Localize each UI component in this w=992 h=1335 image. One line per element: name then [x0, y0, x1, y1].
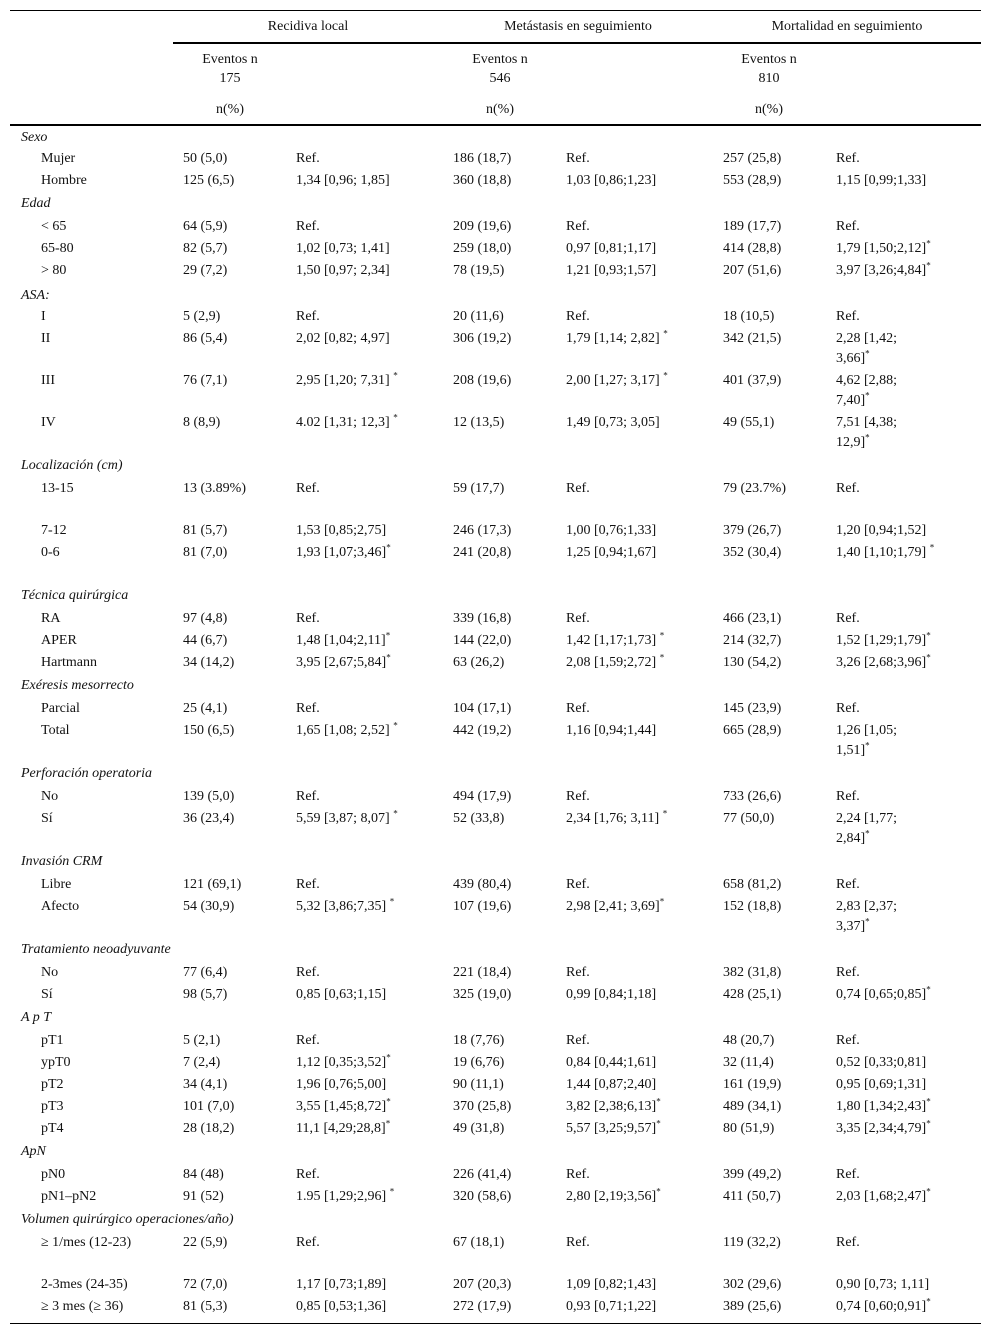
significance-mark: *	[926, 1186, 931, 1197]
cell-mortalidad-hr: 7,51 [4,38; 12,9]*	[836, 415, 898, 450]
cell-metastasis-n: 246 (17,3)	[453, 523, 512, 538]
cell-mortalidad-n: 77 (50,0)	[723, 811, 775, 826]
row-label: pN1–pN2	[41, 1189, 97, 1204]
row-label: > 80	[41, 263, 67, 278]
cell-recidiva-hr: Ref.	[296, 309, 320, 324]
cell-mortalidad-n: 214 (32,7)	[723, 633, 782, 648]
cell-recidiva-hr: Ref.	[296, 789, 320, 804]
cell-mortalidad-n: 302 (29,6)	[723, 1277, 782, 1292]
cell-mortalidad-hr: Ref.	[836, 219, 860, 234]
cell-mortalidad-hr: 1,52 [1,29;1,79]*	[836, 630, 931, 648]
cell-metastasis-n: 272 (17,9)	[453, 1299, 512, 1314]
row-label: Total	[41, 723, 70, 738]
cell-metastasis-n: 208 (19,6)	[453, 373, 512, 388]
cell-mortalidad-hr: 3,35 [2,34;4,79]*	[836, 1118, 931, 1136]
row-label: pT4	[41, 1121, 64, 1136]
row-label: 0-6	[41, 545, 60, 560]
significance-mark: *	[663, 328, 668, 339]
cell-metastasis-n: 370 (25,8)	[453, 1099, 512, 1114]
significance-mark: *	[865, 916, 870, 927]
cell-mortalidad-n: 399 (49,2)	[723, 1167, 782, 1182]
events-label-3: Eventos n	[741, 52, 797, 67]
row-label: RA	[41, 611, 61, 626]
row-label: Sí	[41, 811, 53, 826]
row-label: 2-3mes (24-35)	[41, 1277, 128, 1292]
cell-mortalidad-hr: 0,90 [0,73; 1,11]	[836, 1277, 930, 1292]
cell-mortalidad-n: 342 (21,5)	[723, 331, 782, 346]
cell-mortalidad-n: 414 (28,8)	[723, 241, 782, 256]
cell-metastasis-hr: 1,21 [0,93;1,57]	[566, 263, 657, 278]
cell-metastasis-hr: Ref.	[566, 611, 590, 626]
cell-metastasis-hr: 1,44 [0,87;2,40]	[566, 1077, 657, 1092]
cell-recidiva-n: 101 (7,0)	[183, 1099, 235, 1114]
row-label: pT3	[41, 1099, 64, 1114]
cell-metastasis-n: 186 (18,7)	[453, 151, 512, 166]
significance-mark: *	[659, 652, 665, 663]
significance-mark: *	[659, 630, 665, 641]
section-title: Exéresis mesorrecto	[21, 678, 134, 693]
cell-metastasis-hr: 2,80 [2,19;3,56]*	[566, 1186, 661, 1204]
cell-mortalidad-hr: Ref.	[836, 965, 860, 980]
row-label: 13-15	[41, 481, 74, 496]
cell-mortalidad-hr: Ref.	[836, 789, 860, 804]
section-title: Técnica quirúrgica	[21, 588, 129, 603]
significance-mark: *	[393, 370, 398, 381]
cell-recidiva-hr: 2,95 [1,20; 7,31] *	[296, 370, 398, 388]
section-title: Volumen quirúrgico operaciones/año)	[21, 1212, 234, 1227]
significance-mark: *	[926, 1118, 931, 1129]
cell-metastasis-n: 104 (17,1)	[453, 701, 512, 716]
cell-recidiva-n: 25 (4,1)	[183, 701, 228, 716]
cell-mortalidad-n: 401 (37,9)	[723, 373, 782, 388]
percent-label-1: n(%)	[216, 102, 244, 117]
cell-mortalidad-n: 130 (54,2)	[723, 655, 782, 670]
cell-recidiva-n: 97 (4,8)	[183, 611, 228, 626]
cell-recidiva-n: 29 (7,2)	[183, 263, 228, 278]
row-label: III	[41, 373, 55, 388]
cell-metastasis-hr: 0,97 [0,81;1,17]	[566, 241, 657, 256]
cell-recidiva-hr: 1,50 [0,97; 2,34]	[296, 263, 390, 278]
cell-recidiva-n: 82 (5,7)	[183, 241, 228, 256]
row-label: Hartmann	[41, 655, 97, 670]
significance-mark: *	[386, 1052, 391, 1063]
percent-label-3: n(%)	[755, 102, 783, 117]
cell-recidiva-hr: Ref.	[296, 219, 320, 234]
row-label: ≥ 1/mes (12-23)	[41, 1235, 132, 1250]
cell-metastasis-hr: 1,16 [0,94;1,44]	[566, 723, 657, 738]
significance-mark: *	[389, 1186, 395, 1197]
significance-mark: *	[386, 1096, 391, 1107]
cell-recidiva-n: 98 (5,7)	[183, 987, 228, 1002]
cell-metastasis-n: 20 (11,6)	[453, 309, 504, 324]
cell-mortalidad-hr: 1,79 [1,50;2,12]*	[836, 238, 931, 256]
cell-metastasis-hr: Ref.	[566, 219, 590, 234]
significance-mark: *	[656, 1186, 661, 1197]
cell-mortalidad-n: 49 (55,1)	[723, 415, 775, 430]
cell-recidiva-n: 121 (69,1)	[183, 877, 242, 892]
significance-mark: *	[386, 542, 391, 553]
cell-metastasis-hr: 2,00 [1,27; 3,17] *	[566, 370, 668, 388]
cell-recidiva-n: 22 (5,9)	[183, 1235, 228, 1250]
cell-metastasis-hr: Ref.	[566, 309, 590, 324]
cell-metastasis-n: 12 (13,5)	[453, 415, 505, 430]
cell-mortalidad-hr: 1,20 [0,94;1,52]	[836, 523, 927, 538]
cell-recidiva-hr: 1,34 [0,96; 1,85]	[296, 173, 390, 188]
section-title: A p T	[21, 1010, 52, 1025]
cell-recidiva-hr: Ref.	[296, 965, 320, 980]
cell-recidiva-n: 8 (8,9)	[183, 415, 221, 430]
cell-mortalidad-hr: 1,40 [1,10;1,79] *	[836, 542, 935, 560]
cell-recidiva-hr: 1,53 [0,85;2,75]	[296, 523, 387, 538]
cell-metastasis-n: 221 (18,4)	[453, 965, 512, 980]
row-label: 65-80	[41, 241, 74, 256]
cell-recidiva-hr: Ref.	[296, 701, 320, 716]
cell-mortalidad-n: 411 (50,7)	[723, 1189, 781, 1204]
section-title: ApN	[21, 1144, 46, 1159]
cell-mortalidad-hr: 2,24 [1,77; 2,84]*	[836, 811, 898, 846]
cell-recidiva-n: 150 (6,5)	[183, 723, 235, 738]
cell-metastasis-hr: 2,34 [1,76; 3,11] *	[566, 808, 668, 826]
cell-metastasis-n: 59 (17,7)	[453, 481, 505, 496]
cell-mortalidad-hr: Ref.	[836, 877, 860, 892]
cell-metastasis-n: 439 (80,4)	[453, 877, 512, 892]
significance-mark: *	[656, 1096, 661, 1107]
cell-metastasis-hr: 5,57 [3,25;9,57]*	[566, 1118, 661, 1136]
row-label: No	[41, 789, 59, 804]
cell-mortalidad-n: 658 (81,2)	[723, 877, 782, 892]
cell-recidiva-hr: 1.95 [1,29;2,96] *	[296, 1186, 395, 1204]
cell-mortalidad-n: 79 (23.7%)	[723, 481, 786, 496]
significance-mark: *	[659, 896, 665, 907]
cell-recidiva-hr: 0,85 [0,63;1,15]	[296, 987, 387, 1002]
section-title: Localización (cm)	[21, 458, 123, 473]
cell-recidiva-hr: 0,85 [0,53;1,36]	[296, 1299, 387, 1314]
events-label-2: Eventos n	[472, 52, 528, 67]
cell-mortalidad-hr: Ref.	[836, 1235, 860, 1250]
cell-mortalidad-n: 80 (51,9)	[723, 1121, 775, 1136]
row-label: ≥ 3 mes (≥ 36)	[41, 1299, 124, 1314]
significance-mark: *	[926, 652, 931, 663]
section-title: Edad	[21, 196, 51, 211]
cell-metastasis-n: 52 (33,8)	[453, 811, 505, 826]
cell-mortalidad-hr: 0,52 [0,33;0,81]	[836, 1055, 927, 1070]
cell-metastasis-n: 144 (22,0)	[453, 633, 512, 648]
significance-mark: *	[663, 370, 668, 381]
section-title: ASA:	[21, 288, 50, 303]
row-label: < 65	[41, 219, 67, 234]
cell-mortalidad-n: 489 (34,1)	[723, 1099, 782, 1114]
cell-mortalidad-n: 382 (31,8)	[723, 965, 782, 980]
group-header-rule	[173, 42, 981, 44]
cell-recidiva-n: 44 (6,7)	[183, 633, 228, 648]
row-label: No	[41, 965, 59, 980]
row-label: pT2	[41, 1077, 64, 1092]
cell-metastasis-hr: Ref.	[566, 877, 590, 892]
cell-recidiva-hr: 1,93 [1,07;3,46]*	[296, 542, 391, 560]
cell-recidiva-n: 64 (5,9)	[183, 219, 228, 234]
events-count-3: 810	[758, 71, 780, 86]
cell-recidiva-hr: Ref.	[296, 1033, 320, 1048]
cell-metastasis-hr: 3,82 [2,38;6,13]*	[566, 1096, 661, 1114]
cell-metastasis-n: 207 (20,3)	[453, 1277, 512, 1292]
cell-recidiva-hr: Ref.	[296, 1167, 320, 1182]
cell-mortalidad-n: 553 (28,9)	[723, 173, 782, 188]
cell-mortalidad-n: 32 (11,4)	[723, 1055, 774, 1070]
cell-mortalidad-n: 733 (26,6)	[723, 789, 782, 804]
significance-mark: *	[926, 1096, 931, 1107]
significance-mark: *	[662, 808, 668, 819]
percent-label-2: n(%)	[486, 102, 514, 117]
cell-recidiva-n: 76 (7,1)	[183, 373, 228, 388]
cell-mortalidad-n: 665 (28,9)	[723, 723, 782, 738]
cell-recidiva-n: 5 (2,1)	[183, 1033, 221, 1048]
cell-recidiva-hr: 5,32 [3,86;7,35] *	[296, 896, 395, 914]
cell-mortalidad-n: 207 (51,6)	[723, 263, 782, 278]
cell-metastasis-hr: 0,84 [0,44;1,61]	[566, 1055, 657, 1070]
cell-mortalidad-n: 466 (23,1)	[723, 611, 782, 626]
cell-metastasis-n: 78 (19,5)	[453, 263, 505, 278]
cell-metastasis-n: 107 (19,6)	[453, 899, 512, 914]
cell-recidiva-hr: Ref.	[296, 1235, 320, 1250]
cell-mortalidad-n: 352 (30,4)	[723, 545, 782, 560]
group-header-recidiva: Recidiva local	[267, 19, 349, 34]
cell-recidiva-hr: 1,48 [1,04;2,11]*	[296, 630, 391, 648]
cell-mortalidad-hr: Ref.	[836, 1167, 860, 1182]
cell-recidiva-hr: 1,12 [0,35;3,52]*	[296, 1052, 391, 1070]
row-label: Afecto	[41, 899, 80, 914]
cell-recidiva-n: 34 (4,1)	[183, 1077, 228, 1092]
cell-metastasis-n: 209 (19,6)	[453, 219, 512, 234]
cell-recidiva-n: 86 (5,4)	[183, 331, 228, 346]
cell-mortalidad-n: 257 (25,8)	[723, 151, 782, 166]
row-label: Sí	[41, 987, 53, 1002]
cell-mortalidad-hr: Ref.	[836, 611, 860, 626]
row-label: IV	[41, 415, 56, 430]
cell-metastasis-hr: 2,98 [2,41; 3,69]*	[566, 896, 665, 914]
row-label: Libre	[41, 877, 72, 892]
cell-mortalidad-hr: 2,03 [1,68;2,47]*	[836, 1186, 931, 1204]
cell-metastasis-hr: Ref.	[566, 701, 590, 716]
cell-metastasis-n: 226 (41,4)	[453, 1167, 512, 1182]
cell-recidiva-hr: 11,1 [4,29;28,8]*	[296, 1118, 391, 1136]
cell-recidiva-n: 34 (14,2)	[183, 655, 235, 670]
cell-metastasis-n: 19 (6,76)	[453, 1055, 505, 1070]
significance-mark: *	[865, 432, 870, 443]
cell-recidiva-n: 91 (52)	[183, 1189, 224, 1204]
cell-metastasis-n: 494 (17,9)	[453, 789, 512, 804]
cell-metastasis-n: 241 (20,8)	[453, 545, 512, 560]
cell-metastasis-n: 339 (16,8)	[453, 611, 512, 626]
events-count-2: 546	[489, 71, 511, 86]
cell-metastasis-hr: 0,99 [0,84;1,18]	[566, 987, 657, 1002]
cell-recidiva-n: 5 (2,9)	[183, 309, 221, 324]
cell-metastasis-n: 320 (58,6)	[453, 1189, 512, 1204]
row-label: Parcial	[41, 701, 80, 716]
section-title: Invasión CRM	[21, 854, 103, 869]
cell-recidiva-hr: 1,02 [0,73; 1,41]	[296, 241, 390, 256]
cell-recidiva-n: 13 (3.89%)	[183, 481, 246, 496]
cell-mortalidad-hr: 0,74 [0,60;0,91]*	[836, 1296, 931, 1314]
cell-metastasis-n: 49 (31,8)	[453, 1121, 505, 1136]
cell-recidiva-hr: 3,55 [1,45;8,72]*	[296, 1096, 391, 1114]
cell-metastasis-hr: 1,49 [0,73; 3,05]	[566, 415, 660, 430]
cell-mortalidad-hr: Ref.	[836, 701, 860, 716]
significance-mark: *	[389, 896, 395, 907]
significance-mark: *	[926, 260, 931, 271]
row-label: Mujer	[41, 151, 76, 166]
cell-recidiva-hr: Ref.	[296, 877, 320, 892]
significance-mark: *	[926, 1296, 931, 1307]
row-label: Hombre	[41, 173, 87, 188]
row-label: I	[41, 309, 46, 324]
group-header-metastasis: Metástasis en seguimiento	[504, 19, 652, 34]
significance-mark: *	[386, 652, 391, 663]
cell-mortalidad-hr: 0,74 [0,65;0,85]*	[836, 984, 931, 1002]
cell-metastasis-n: 90 (11,1)	[453, 1077, 504, 1092]
events-count-1: 175	[219, 71, 241, 86]
significance-mark: *	[926, 238, 931, 249]
cell-metastasis-n: 18 (7,76)	[453, 1033, 505, 1048]
cell-recidiva-hr: 5,59 [3,87; 8,07] *	[296, 808, 398, 826]
cell-mortalidad-n: 379 (26,7)	[723, 523, 782, 538]
cell-mortalidad-n: 152 (18,8)	[723, 899, 782, 914]
cell-metastasis-hr: 1,09 [0,82;1,43]	[566, 1277, 657, 1292]
cell-metastasis-hr: Ref.	[566, 1167, 590, 1182]
cell-recidiva-n: 54 (30,9)	[183, 899, 235, 914]
cell-recidiva-hr: 1,65 [1,08; 2,52] *	[296, 720, 398, 738]
cell-recidiva-n: 28 (18,2)	[183, 1121, 235, 1136]
cell-mortalidad-hr: 0,95 [0,69;1,31]	[836, 1077, 927, 1092]
cell-recidiva-n: 84 (48)	[183, 1167, 224, 1182]
cell-recidiva-n: 139 (5,0)	[183, 789, 235, 804]
cell-mortalidad-n: 428 (25,1)	[723, 987, 782, 1002]
cell-mortalidad-n: 145 (23,9)	[723, 701, 782, 716]
significance-mark: *	[656, 1118, 661, 1129]
cell-mortalidad-n: 389 (25,6)	[723, 1299, 782, 1314]
table-bottom-rule	[10, 1323, 981, 1324]
row-label: pN0	[41, 1167, 66, 1182]
cell-mortalidad-n: 48 (20,7)	[723, 1033, 775, 1048]
cell-mortalidad-n: 161 (19,9)	[723, 1077, 782, 1092]
cell-mortalidad-n: 119 (32,2)	[723, 1235, 781, 1250]
row-label: pT1	[41, 1033, 64, 1048]
significance-mark: *	[865, 348, 870, 359]
cell-mortalidad-hr: 1,26 [1,05; 1,51]*	[836, 723, 898, 758]
section-title: Tratamiento neoadyuvante	[21, 942, 171, 957]
row-label: APER	[41, 633, 77, 648]
cell-metastasis-hr: Ref.	[566, 481, 590, 496]
cell-recidiva-n: 81 (5,3)	[183, 1299, 228, 1314]
cell-mortalidad-hr: 3,97 [3,26;4,84]*	[836, 260, 931, 278]
cell-recidiva-hr: 3,95 [2,67;5,84]*	[296, 652, 391, 670]
significance-mark: *	[385, 630, 391, 641]
cell-metastasis-n: 442 (19,2)	[453, 723, 512, 738]
significance-mark: *	[865, 740, 870, 751]
cell-recidiva-hr: 2,02 [0,82; 4,97]	[296, 331, 390, 346]
cell-metastasis-hr: 2,08 [1,59;2,72] *	[566, 652, 665, 670]
events-label-1: Eventos n	[202, 52, 258, 67]
section-title: Sexo	[21, 130, 48, 145]
cell-mortalidad-hr: Ref.	[836, 309, 860, 324]
significance-mark: *	[865, 828, 870, 839]
cell-metastasis-hr: Ref.	[566, 965, 590, 980]
header-bottom-rule	[10, 124, 981, 126]
table-top-rule	[10, 10, 981, 11]
cell-metastasis-hr: 1,00 [0,76;1,33]	[566, 523, 657, 538]
cell-metastasis-hr: Ref.	[566, 151, 590, 166]
cell-metastasis-hr: Ref.	[566, 789, 590, 804]
cell-metastasis-hr: Ref.	[566, 1235, 590, 1250]
cell-metastasis-hr: 1,03 [0,86;1,23]	[566, 173, 657, 188]
cell-recidiva-hr: 1,96 [0,76;5,00]	[296, 1077, 387, 1092]
cell-metastasis-n: 306 (19,2)	[453, 331, 512, 346]
significance-mark: *	[393, 720, 398, 731]
cell-mortalidad-n: 189 (17,7)	[723, 219, 782, 234]
significance-mark: *	[926, 630, 931, 641]
cell-mortalidad-hr: 1,15 [0,99;1,33]	[836, 173, 927, 188]
section-title: Perforación operatoria	[21, 766, 153, 781]
cell-recidiva-n: 81 (7,0)	[183, 545, 228, 560]
cell-mortalidad-hr: Ref.	[836, 481, 860, 496]
cell-recidiva-hr: Ref.	[296, 481, 320, 496]
significance-mark: *	[393, 808, 398, 819]
cell-metastasis-hr: 1,79 [1,14; 2,82] *	[566, 328, 668, 346]
group-header-mortalidad: Mortalidad en seguimiento	[771, 19, 923, 34]
cell-recidiva-n: 125 (6,5)	[183, 173, 235, 188]
significance-mark: *	[385, 1118, 391, 1129]
cell-mortalidad-n: 18 (10,5)	[723, 309, 775, 324]
cell-metastasis-hr: 1,42 [1,17;1,73] *	[566, 630, 665, 648]
significance-mark: *	[926, 984, 931, 995]
row-label: ypT0	[41, 1055, 71, 1070]
cell-metastasis-hr: Ref.	[566, 1033, 590, 1048]
cell-recidiva-n: 36 (23,4)	[183, 811, 235, 826]
cell-recidiva-hr: Ref.	[296, 611, 320, 626]
significance-mark: *	[865, 390, 870, 401]
cell-recidiva-n: 7 (2,4)	[183, 1055, 221, 1070]
cell-metastasis-n: 325 (19,0)	[453, 987, 512, 1002]
cell-recidiva-hr: Ref.	[296, 151, 320, 166]
cell-mortalidad-hr: 1,80 [1,34;2,43]*	[836, 1096, 931, 1114]
row-label: 7-12	[41, 523, 67, 538]
cell-recidiva-hr: 1,17 [0,73;1,89]	[296, 1277, 387, 1292]
cell-metastasis-n: 360 (18,8)	[453, 173, 512, 188]
cell-mortalidad-hr: 2,83 [2,37; 3,37]*	[836, 899, 898, 934]
cell-metastasis-n: 259 (18,0)	[453, 241, 512, 256]
cell-recidiva-n: 50 (5,0)	[183, 151, 228, 166]
significance-mark: *	[393, 412, 398, 423]
cell-metastasis-hr: 1,25 [0,94;1,67]	[566, 545, 657, 560]
cell-mortalidad-hr: Ref.	[836, 1033, 860, 1048]
cell-recidiva-n: 72 (7,0)	[183, 1277, 228, 1292]
cell-recidiva-hr: 4.02 [1,31; 12,3] *	[296, 412, 398, 430]
row-label: II	[41, 331, 51, 346]
cell-metastasis-hr: 0,93 [0,71;1,22]	[566, 1299, 657, 1314]
significance-mark: *	[929, 542, 935, 553]
cell-metastasis-n: 63 (26,2)	[453, 655, 505, 670]
cell-mortalidad-hr: 4,62 [2,88; 7,40]*	[836, 373, 898, 408]
cell-mortalidad-hr: Ref.	[836, 151, 860, 166]
cell-metastasis-n: 67 (18,1)	[453, 1235, 505, 1250]
cell-recidiva-n: 77 (6,4)	[183, 965, 228, 980]
cell-mortalidad-hr: 2,28 [1,42; 3,66]*	[836, 331, 898, 366]
cell-recidiva-n: 81 (5,7)	[183, 523, 228, 538]
cell-mortalidad-hr: 3,26 [2,68;3,96]*	[836, 652, 931, 670]
